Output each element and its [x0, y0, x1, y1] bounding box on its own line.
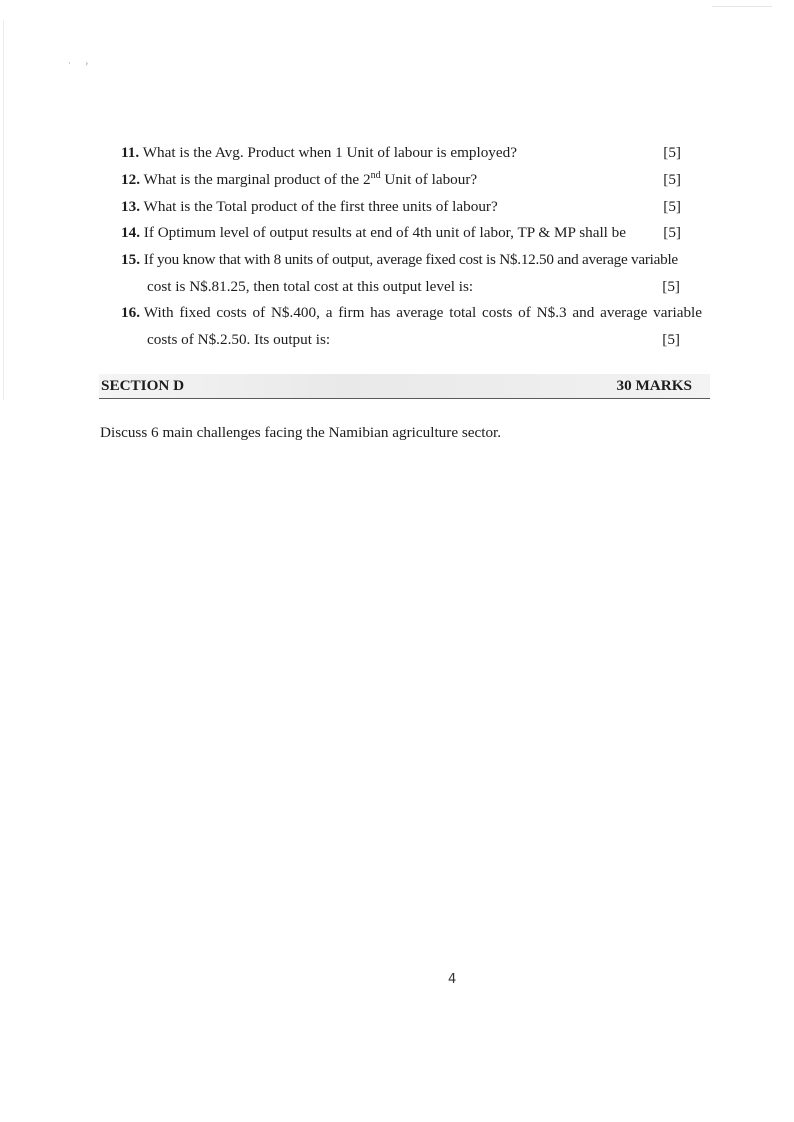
question-15-continued — [147, 277, 680, 297]
section-header — [99, 374, 710, 399]
scan-edge-top — [712, 6, 772, 7]
section-title: SECTION D — [101, 377, 185, 394]
question-number: 15. — [121, 251, 140, 268]
question-marks: [5] — [663, 144, 681, 161]
question-text: What is the Total product of the first three units of labour? — [143, 198, 498, 215]
question-13 — [121, 197, 713, 217]
question-text-line2: costs of N$.2.50. Its output is: — [147, 331, 331, 348]
question-text-line1: If you know that with 8 units of output, average fixed cost is N$.12.50 and average variable — [143, 251, 678, 268]
question-number: 13. — [121, 198, 140, 215]
question-text: What is the Avg. Product when 1 Unit of labour is employed? — [142, 144, 517, 161]
question-number: 16. — [121, 304, 140, 321]
question-text: If Optimum level of output results at end of 4th unit of labor, TP & MP shall be — [143, 224, 627, 241]
question-number: 12. — [121, 171, 140, 188]
section-marks: 30 MARKS — [616, 377, 692, 394]
question-16-continued — [147, 330, 680, 350]
scan-artifact: · › — [68, 58, 95, 68]
question-12 — [121, 170, 713, 190]
page-number: 4 — [448, 972, 457, 987]
question-marks: [5] — [663, 171, 681, 188]
question-number: 11. — [121, 144, 140, 161]
question-15 — [121, 250, 713, 270]
question-marks: [5] — [662, 331, 680, 348]
question-marks: [5] — [663, 198, 681, 215]
question-marks: [5] — [663, 224, 681, 241]
question-text-line1: With fixed costs of N$.400, a firm has average total costs of N$.3 and average variable — [143, 304, 703, 321]
question-14 — [121, 223, 713, 243]
question-text: What is the marginal product of the 2nd Unit of labour? — [143, 169, 478, 188]
question-11 — [121, 143, 713, 163]
question-marks: [5] — [662, 278, 680, 295]
question-16 — [121, 303, 713, 323]
question-number: 14. — [121, 224, 140, 241]
section-instruction: Discuss 6 main challenges facing the Namibian agriculture sector. — [100, 424, 502, 441]
scan-edge-left — [3, 20, 4, 400]
question-text-line2: cost is N$.81.25, then total cost at this output level is: — [147, 278, 474, 295]
